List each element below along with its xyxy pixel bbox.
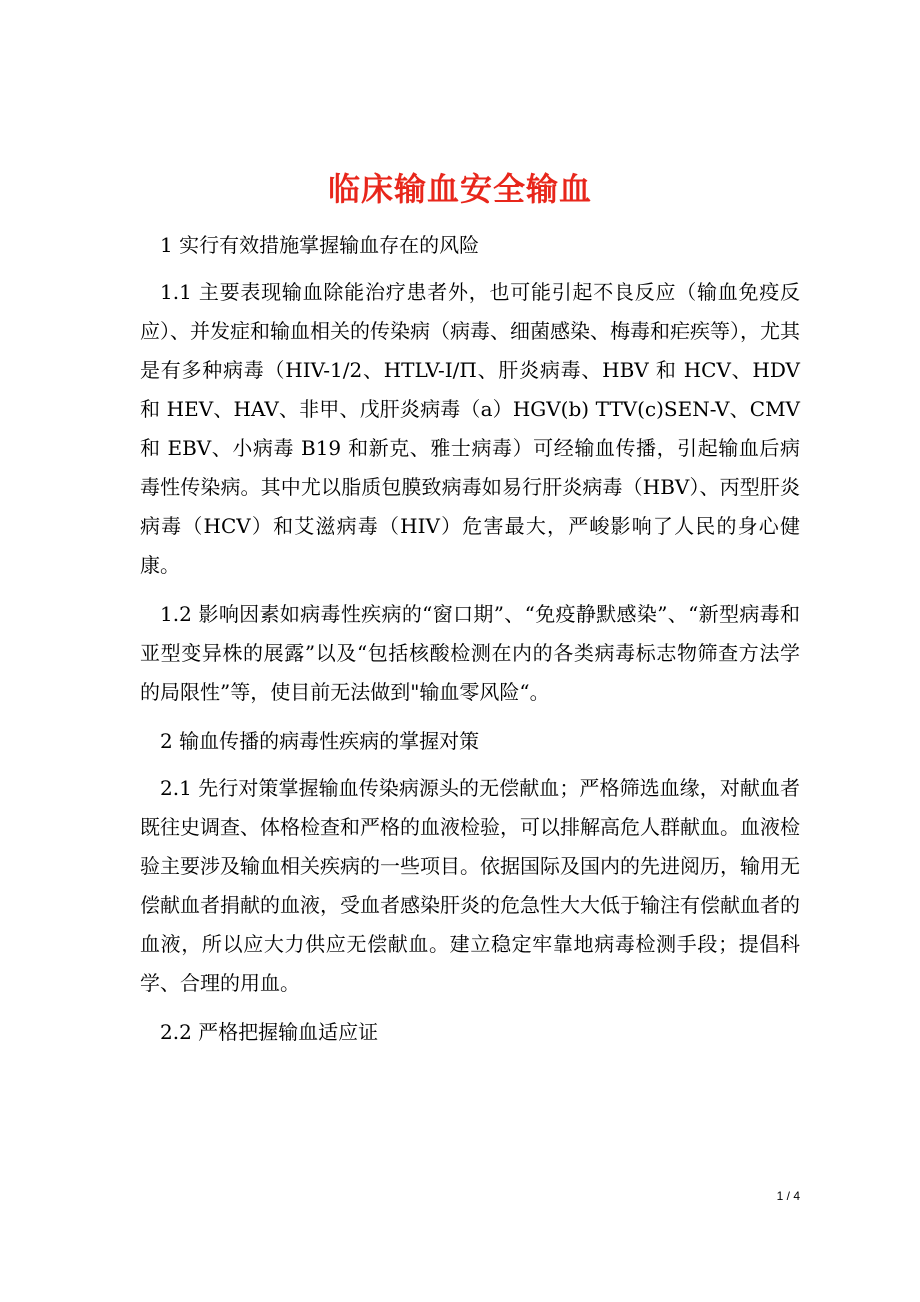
section-heading-1: 1 实行有效措施掌握输血存在的风险 (160, 233, 480, 257)
page-number: 1 / 4 (776, 1189, 800, 1203)
page-title: 临床输血安全输血 (327, 170, 592, 209)
paragraph-2-1: 2.1 先行对策掌握输血传染病源头的无偿献血；严格筛选血缘，对献血者既往史调查、体格检查和严格的血液检验，可以排解高危人群献血。血液检验主要涉及输血相关疾病的一些项目。依据国际及国内的先进阅历，输用无偿献血者捐献的血液，受血者感染肝炎的危急性大大低于输注有偿献血者的血液，所以应大力供应无偿献血。建立稳定牢靠地病毒检测手段；提倡科学、合理的用血。 (140, 776, 800, 995)
document-body (140, 226, 800, 1060)
paragraph-1-2: 1.2 影响因素如病毒性疾病的“窗口期”、“免疫静默感染”、“新型病毒和亚型变异株的展露”以及“包括核酸检测在内的各类病毒标志物筛查方法学的局限性”等，使目前无法做到"输血零风险“。 (140, 602, 800, 704)
section-heading-2-2: 2.2 严格把握输血适应证 (160, 1020, 379, 1044)
section-heading-2: 2 输血传播的病毒性疾病的掌握对策 (160, 729, 480, 753)
paragraph-1-1: 1.1 主要表现输血除能治疗患者外，也可能引起不良反应（输血免疫反应）、并发症和输血相关的传染病（病毒、细菌感染、梅毒和疟疾等），尤其是有多种病毒（HIV-1/2、HTLV-I/П、肝炎病毒、HBV 和 HCV、HDV 和 HEV、HAV、非甲、戊肝炎病毒（a）HGV(b) TTV(c)SEN-V、CMV 和 EBV、小病毒 B19 和新克、雅士病毒）可经输血传播，引起输血后病毒性传染病。其中尤以脂质包膜致病毒如易行肝炎病毒（HBV）、丙型肝炎病毒（HCV）和艾滋病毒（HIV）危害最大，严峻影响了人民的身心健康。 (140, 280, 800, 577)
